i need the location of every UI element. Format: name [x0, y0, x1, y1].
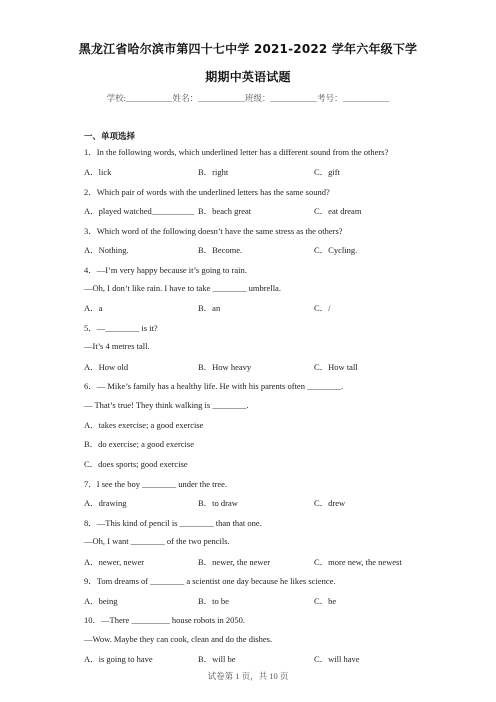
q6-option-a: A．takes exercise; a good exercise: [84, 420, 204, 430]
q1-option-b: B．right: [198, 167, 229, 177]
page-footer: 试卷第 1 页，共 10 页: [207, 671, 289, 681]
section-heading: 一、单项选择: [84, 132, 136, 142]
q5-option-a: A．How old: [84, 362, 129, 372]
question-5-line2: —It’s 4 metres tall.: [84, 341, 150, 351]
q6-option-b: B．do exercise; a good exercise: [84, 439, 194, 449]
q6-option-c: C．does sports; good exercise: [84, 459, 188, 469]
q7-option-a: A．drawing: [84, 498, 127, 508]
question-6-line2: — That’s true! They think walking is ________.: [84, 400, 249, 410]
question-1-stem: 1．In the following words, which underlined letter has a different sound from the others?: [84, 147, 389, 157]
q1-option-a: A．lick: [84, 167, 112, 177]
q2-option-c: C．eat dream: [314, 206, 362, 216]
question-7-stem: 7．I see the boy ________ under the tree.: [84, 479, 228, 489]
student-info-line: 学校:___________姓名：___________班级：___________考号：___________: [106, 93, 390, 103]
q8-option-b: B．newer, the newer: [198, 557, 271, 567]
question-10-line2: —Wow. Maybe they can cook, clean and do the dishes.: [84, 634, 273, 644]
q7-option-c: C．drew: [314, 498, 346, 508]
q9-option-a: A．being: [84, 596, 118, 606]
exam-title-line2: 期期中英语试题: [205, 70, 291, 84]
q2-option-a: A．played watched__________: [84, 206, 195, 216]
question-2-stem: 2．Which pair of words with the underlined letters has the same sound?: [84, 187, 330, 197]
q9-option-c: C．be: [314, 596, 337, 606]
q5-option-b: B．How heavy: [198, 362, 252, 372]
question-4-line1: 4．—I’m very happy because it’s going to rain.: [84, 265, 247, 275]
question-4-line2: —Oh, I don’t like rain. I have to take ________ umbrella.: [84, 283, 281, 293]
q4-option-b: B．an: [198, 303, 221, 313]
q10-option-a: A．is going to have: [84, 654, 153, 664]
question-10-line1: 10．—There _________ house robots in 2050.: [84, 615, 246, 625]
exam-title-line1: 黑龙江省哈尔滨市第四十七中学 2021-2022 学年六年级下学: [78, 42, 418, 56]
q2-option-b: B．beach great: [198, 206, 252, 216]
q9-option-b: B．to be: [198, 596, 229, 606]
q1-option-c: C．gift: [314, 167, 340, 177]
question-9-stem: 9．Tom dreams of ________ a scientist one day because he likes science.: [84, 576, 336, 586]
q5-option-c: C．How tall: [314, 362, 358, 372]
q10-option-b: B．will be: [198, 654, 236, 664]
question-8-line1: 8．—This kind of pencil is ________ than that one.: [84, 518, 262, 528]
q8-option-c: C．more new, the newest: [314, 557, 402, 567]
question-5-line1: 5．—________ is it?: [84, 323, 158, 333]
question-8-line2: —Oh, I want ________ of the two pencils.: [84, 536, 230, 546]
q3-option-c: C．Cycling.: [314, 245, 358, 255]
q10-option-c: C．will have: [314, 654, 360, 664]
q4-option-a: A．a: [84, 303, 103, 313]
q4-option-c: C．/: [314, 303, 331, 313]
q8-option-a: A．newer, newer: [84, 557, 145, 567]
question-3-stem: 3．Which word of the following doesn’t have the same stress as the others?: [84, 226, 343, 236]
q3-option-b: B．Become.: [198, 245, 243, 255]
q7-option-b: B．to draw: [198, 498, 238, 508]
q3-option-a: A．Nothing.: [84, 245, 129, 255]
question-6-line1: 6．— Mike’s family has a healthy life. He with his parents often ________.: [84, 381, 344, 391]
